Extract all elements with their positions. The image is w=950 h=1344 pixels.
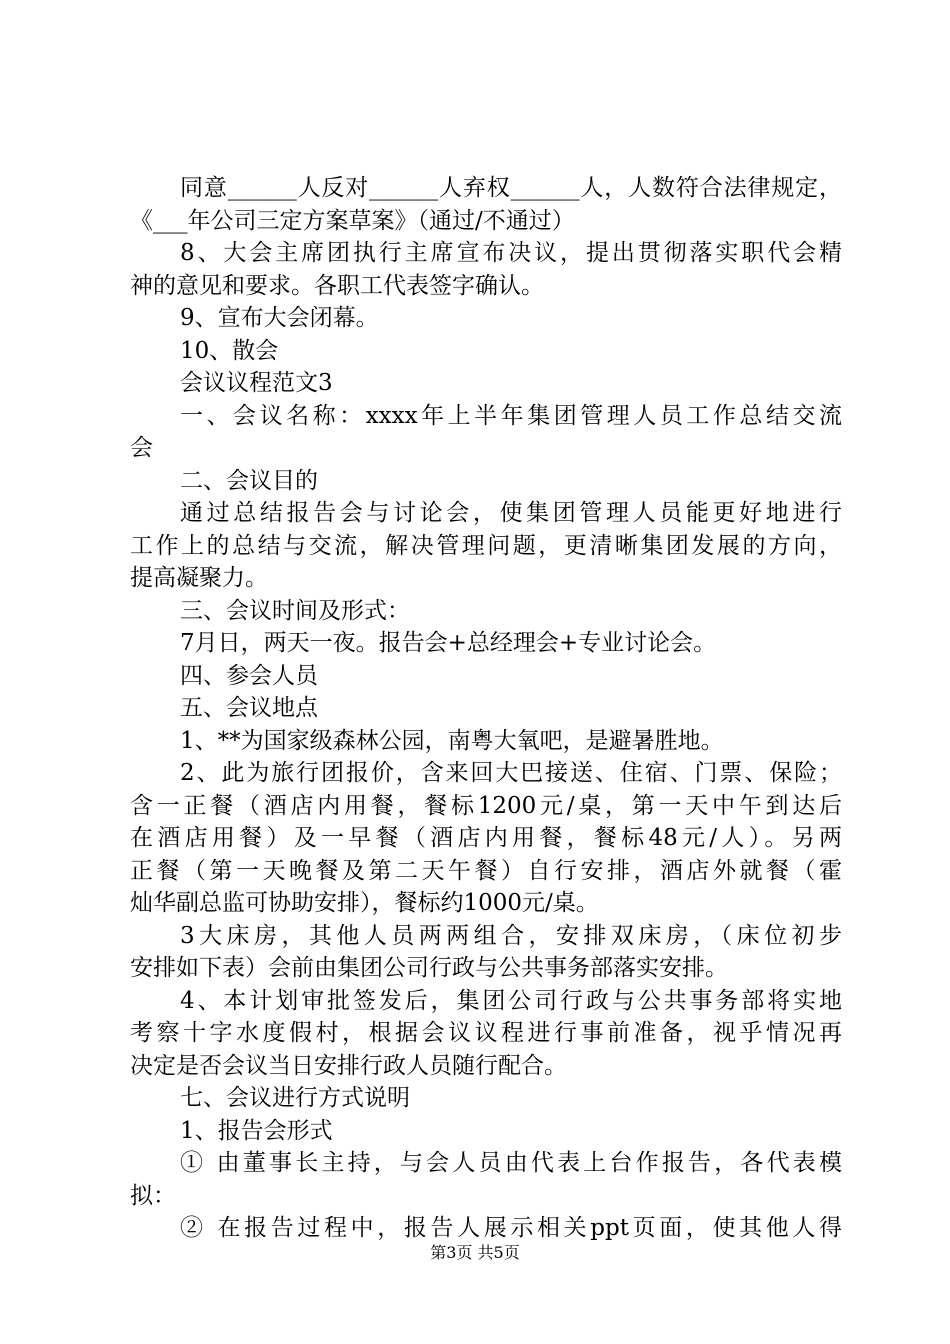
page-footer: 第3页 共5页 xyxy=(430,1243,520,1262)
text-line: 考察十字水度假村，根据会议议程进行事前准备，视乎情况再 xyxy=(130,1020,842,1046)
text-line: 通过总结报告会与讨论会，使集团管理人员能更好地进行 xyxy=(180,500,842,526)
text-line: 含一正餐（酒店内用餐，餐标1200元/桌，第一天中午到达后 xyxy=(130,792,842,819)
text-line: 2、此为旅行团报价，含来回大巴接送、住宿、门票、保险； xyxy=(180,760,842,786)
text-line: 7月日，两天一夜。报告会+总经理会+专业讨论会。 xyxy=(180,630,717,656)
text-line: 会 xyxy=(130,435,153,461)
text-line: 10、散会 xyxy=(180,337,279,364)
text-line: 安排如下表）会前由集团公司行政与公共事务部落实安排。 xyxy=(130,955,728,981)
text-line: 1、报告会形式 xyxy=(180,1117,333,1144)
text-line: ② 在报告过程中，报告人展示相关ppt页面，使其他人得 xyxy=(180,1215,842,1241)
text-line: 正餐（第一天晚餐及第二天午餐）自行安排，酒店外就餐（霍 xyxy=(130,857,842,884)
text-line: 同意______人反对______人弃权______人，人数符合法律规定， xyxy=(180,175,842,201)
text-line: 四、参会人员 xyxy=(180,662,318,689)
text-line: 1、**为国家级森林公园，南粤大氧吧，是避暑胜地。 xyxy=(180,727,724,754)
text-line: 会议议程范文3 xyxy=(180,370,333,396)
text-line: 工作上的总结与交流，解决管理问题，更清晰集团发展的方向， xyxy=(130,532,842,559)
text-line: 灿华副总监可协助安排），餐标约1000元/桌。 xyxy=(130,890,599,916)
text-line: 在酒店用餐）及一早餐（酒店内用餐，餐标48元/人）。另两 xyxy=(130,825,842,851)
document-body xyxy=(130,172,842,1245)
text-line: 8、大会主席团执行主席宣布决议，提出贯彻落实职代会精 xyxy=(180,240,842,266)
text-line: 3大床房，其他人员两两组合，安排双床房，（床位初步 xyxy=(180,922,842,949)
text-line: 提高凝聚力。 xyxy=(130,565,268,591)
text-line: 拟： xyxy=(130,1182,176,1209)
text-line: 一、会议名称：xxxx年上半年集团管理人员工作总结交流 xyxy=(180,402,842,429)
text-line: 决定是否会议当日安排行政人员随行配合。 xyxy=(130,1052,567,1079)
text-line: 9、宣布大会闭幕。 xyxy=(180,305,379,331)
text-line: 《___年公司三定方案草案》（通过/不通过） xyxy=(130,207,575,234)
text-line: 七、会议进行方式说明 xyxy=(180,1085,410,1111)
text-line: 三、会议时间及形式： xyxy=(180,597,410,624)
text-line: 4、本计划审批签发后，集团公司行政与公共事务部将实地 xyxy=(180,987,842,1014)
text-line: 神的意见和要求。各职工代表签字确认。 xyxy=(130,272,544,299)
text-line: ① 由董事长主持，与会人员由代表上台作报告，各代表模 xyxy=(180,1150,842,1176)
text-line: 二、会议目的 xyxy=(180,467,318,494)
text-line: 五、会议地点 xyxy=(180,695,318,721)
